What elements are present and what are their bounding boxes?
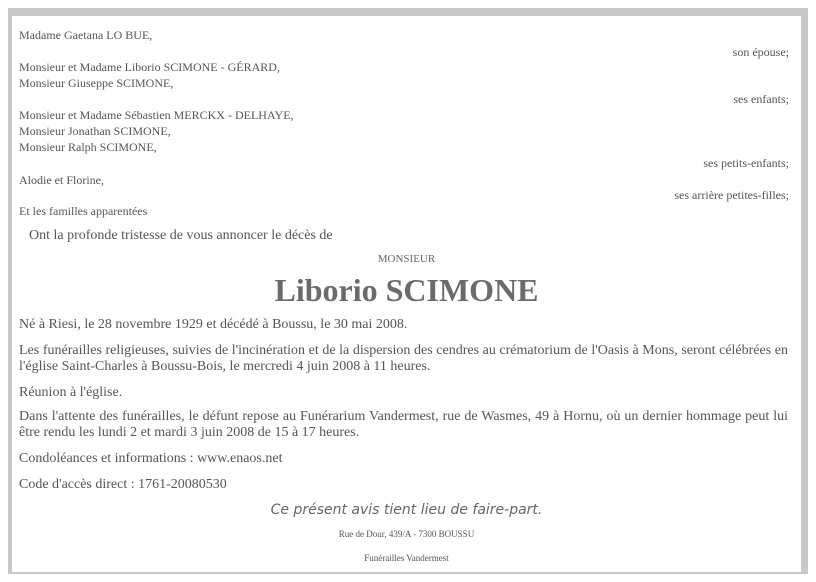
spouse-name: Madame Gaetana LO BUE, xyxy=(19,28,153,42)
great-grandchildren: Alodie et Florine, xyxy=(19,173,104,187)
great-grandchildren-role: ses arrière petites-filles; xyxy=(674,188,789,202)
viewing-paragraph: Dans l'attente des funérailles, le défunt repose au Funérarium Vandermest, rue de Wasmes, 49 à Hornu, où un dernier hommage peut lui être rendu les lundi 2 et mardi 3 juin 2008 de 15 à 17 heures. xyxy=(19,409,788,440)
children-line-1: Monsieur et Madame Liborio SCIMONE - GÉRARD, xyxy=(19,60,280,74)
title-monsieur: MONSIEUR xyxy=(377,253,436,265)
footer-address: Rue de Dour, 439/A - 7300 BOUSSU xyxy=(338,529,475,539)
grandchildren-role: ses petits-enfants; xyxy=(703,156,789,170)
deceased-name: Liborio SCIMONE xyxy=(274,272,539,308)
children-line-2: Monsieur Giuseppe SCIMONE, xyxy=(19,76,174,90)
condolences-line: Condoléances et informations : www.enaos.net xyxy=(19,451,283,466)
funeral-paragraph: Les funérailles religieuses, suivies de l'incinération et de la dispersion des cendres au crématorium de l'Oasis à Mons, seront célébrées en l'église Saint-Charles à Boussu-Bois, le mercredi 4 juin 2008 à 11 heures. xyxy=(19,343,788,374)
spouse-role: son épouse; xyxy=(732,45,789,59)
children-role: ses enfants; xyxy=(733,92,789,106)
birth-death-line: Né à Riesi, le 28 novembre 1929 et décédé à Boussu, le 30 mai 2008. xyxy=(19,317,408,332)
announcement-text: Ont la profonde tristesse de vous annoncer le décès de xyxy=(29,228,333,243)
access-code-line: Code d'accès direct : 1761-20080530 xyxy=(19,477,227,492)
footer-funeral-home: Funérailles Vandermest xyxy=(364,553,449,563)
obituary-notice xyxy=(12,16,801,572)
families-line: Et les familles apparentées xyxy=(19,204,148,218)
meeting-line: Réunion à l'église. xyxy=(19,385,123,400)
grandchildren-line-3: Monsieur Ralph SCIMONE, xyxy=(19,140,157,154)
grandchildren-line-1: Monsieur et Madame Sébastien MERCKX - DELHAYE, xyxy=(19,108,294,122)
grandchildren-line-2: Monsieur Jonathan SCIMONE, xyxy=(19,124,171,138)
faire-part-note: Ce présent avis tient lieu de faire-part. xyxy=(270,502,543,518)
